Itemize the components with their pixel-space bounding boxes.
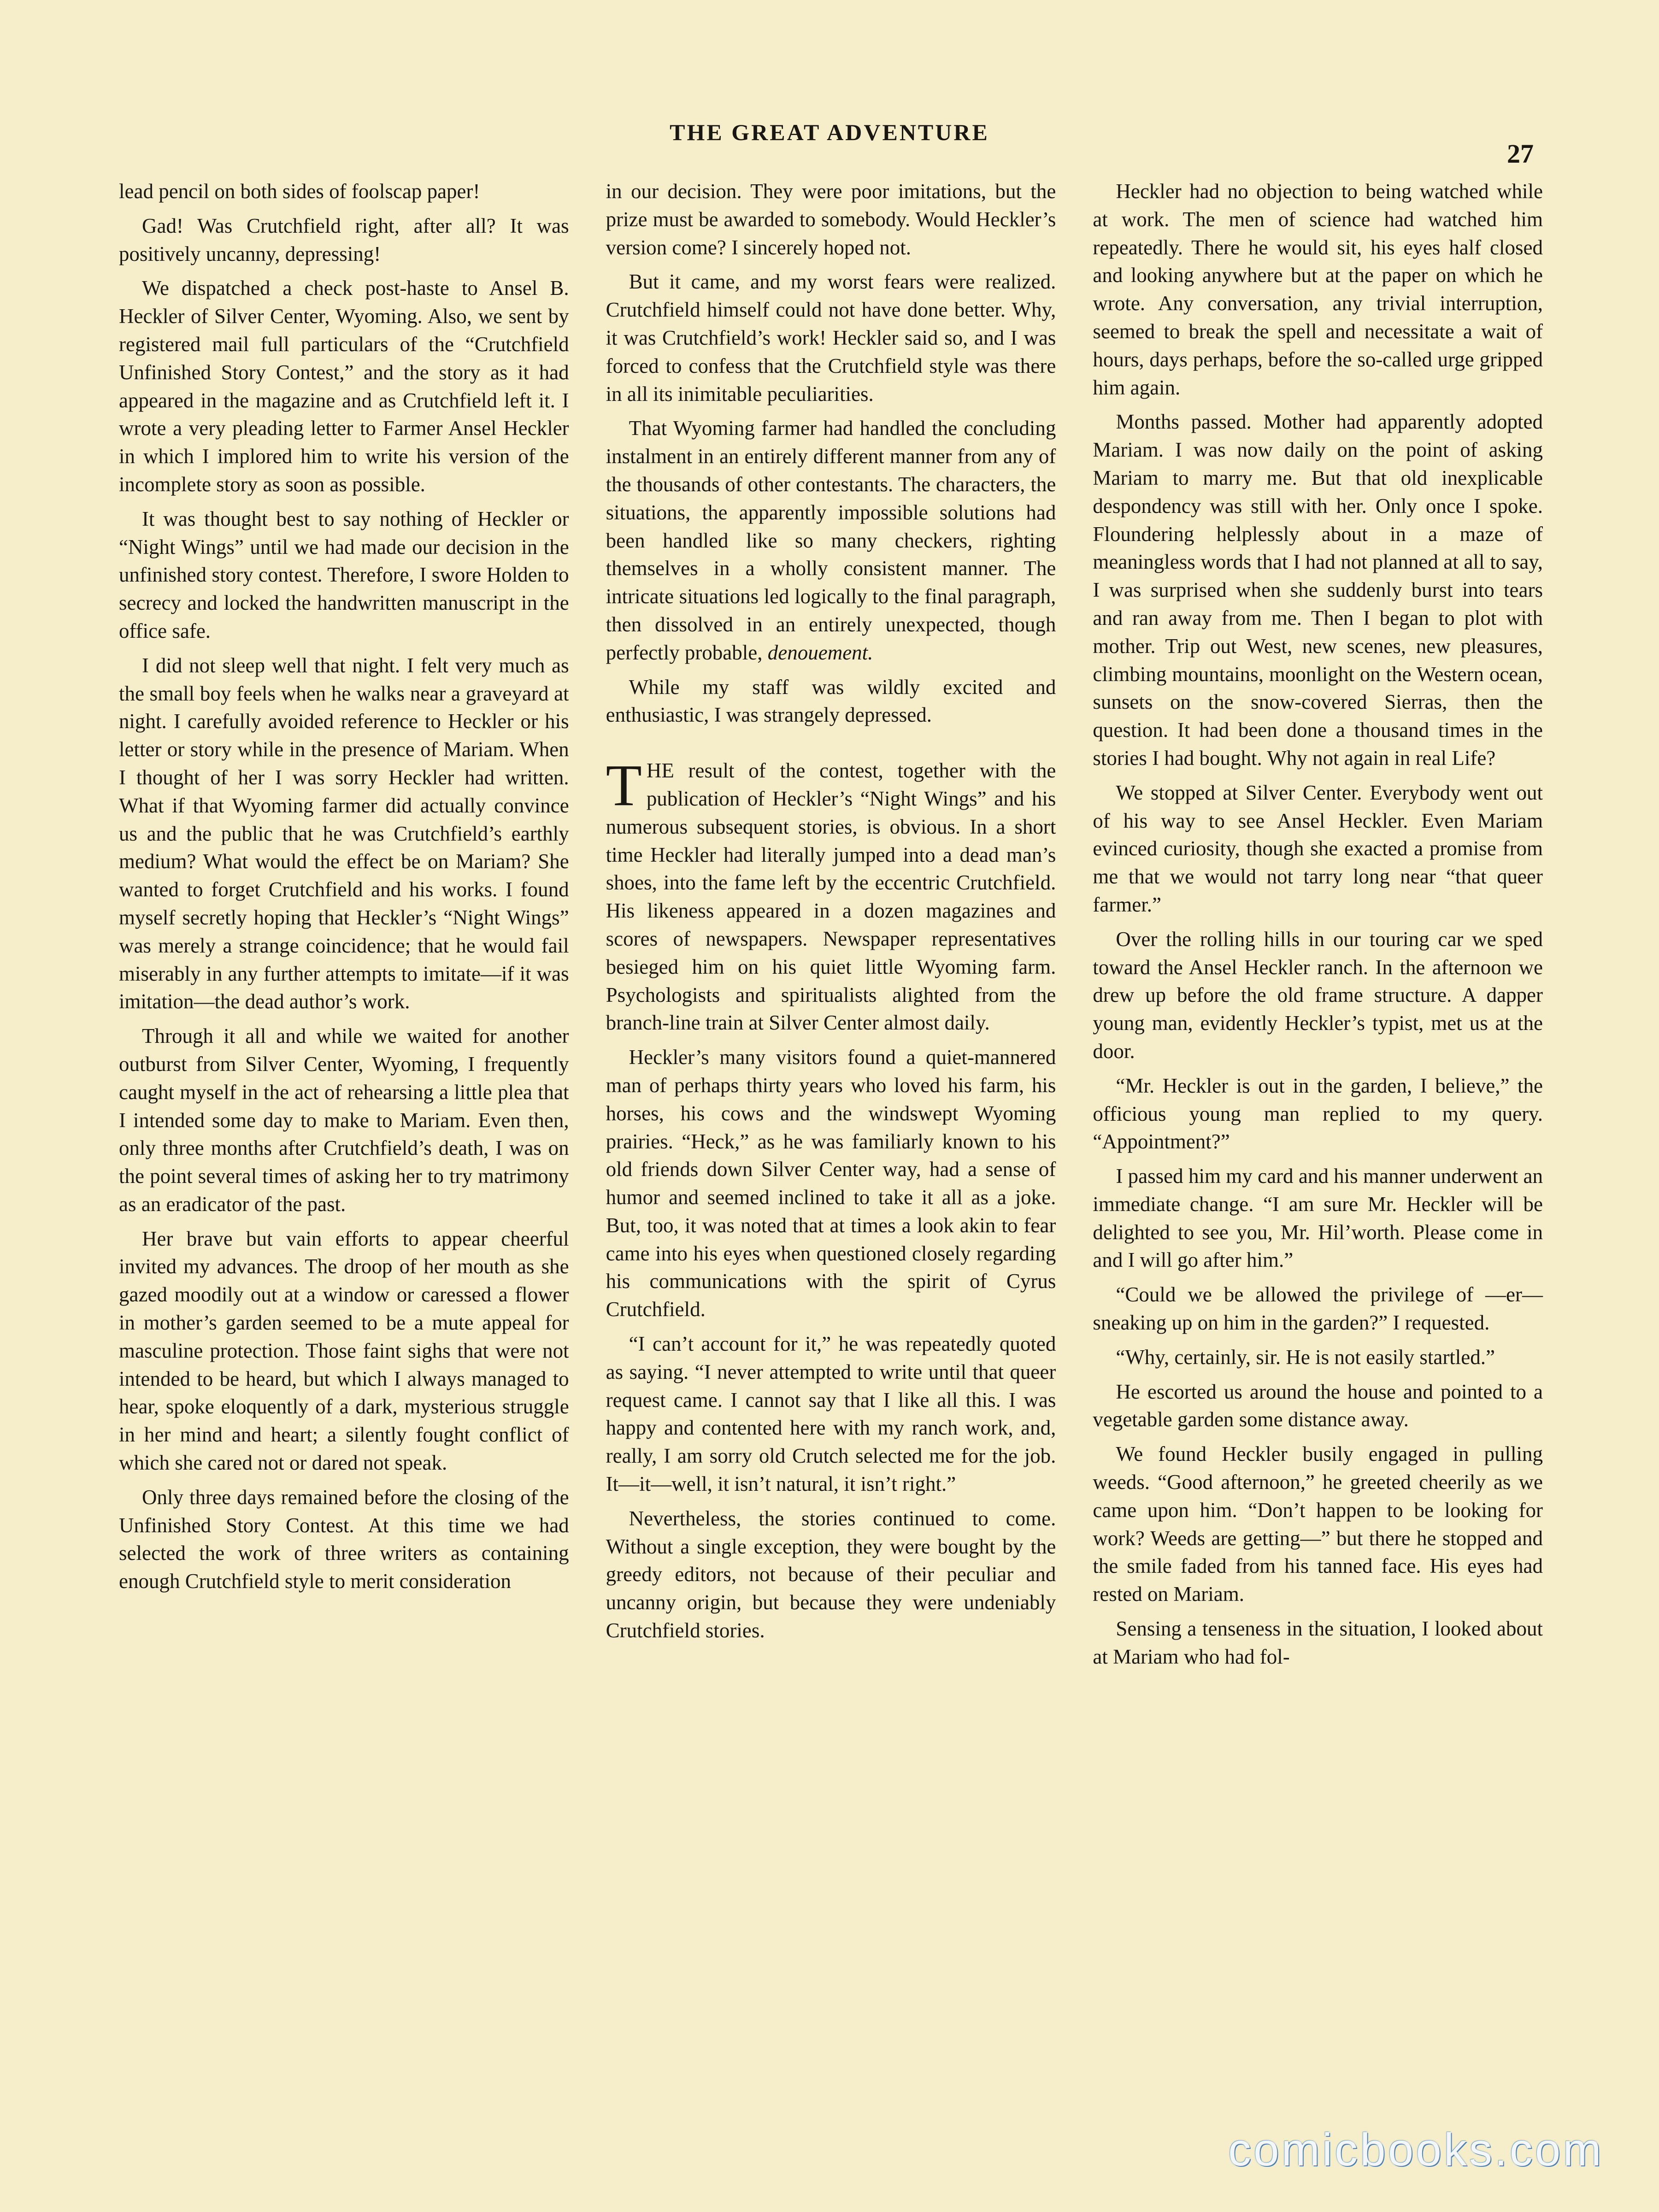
column-1 bbox=[119, 177, 569, 2081]
paragraph bbox=[1093, 1343, 1543, 1371]
paragraph bbox=[1093, 177, 1543, 401]
paragraph-text: We dispatched a check post-haste to Ansel B. Heckler of Silver Center, Wyoming. Also, we sent by registered mail full particulars of the “Crutchfield Unfinished Story Contest,” and the story as it had appeared in the magazine and as Crutchfield left it. I wrote a very pleading letter to Farmer Ansel Heckler in which I implored him to write his version of the incomplete story as soon as possible. bbox=[119, 276, 569, 496]
paragraph bbox=[606, 414, 1056, 666]
paragraph-text: “I can’t account for it,” he was repeatedly quoted as saying. “I never attempted to write until that queer request came. I cannot say that I like all this. I was happy and contented here with my ranch work, and, really, I am sorry old Crutch selected me for the job. It—it—well, it isn’t natural, it isn’t right.” bbox=[606, 1332, 1056, 1496]
paragraph bbox=[119, 1483, 569, 1595]
paragraph bbox=[606, 1043, 1056, 1324]
paragraph-text: “Why, certainly, sir. He is not easily startled.” bbox=[1116, 1345, 1495, 1369]
paragraph-text: Through it all and while we waited for another outburst from Silver Center, Wyoming, I frequently caught myself in the act of rehearsing a little plea that I intended some day to make to Mariam. Even then, only three months after Crutchfield’s death, I was on the point several times of asking her to try matrimony as an eradicator of the past. bbox=[119, 1024, 569, 1216]
paragraph bbox=[606, 177, 1056, 261]
paragraph bbox=[1093, 779, 1543, 919]
paragraph-text: Nevertheless, the stories continued to come. Without a single exception, they were bought by the greedy editors, not because of their peculiar and uncanny origin, but because they were undeniably Crutchfield stories. bbox=[606, 1506, 1056, 1642]
column-2 bbox=[606, 177, 1056, 2081]
site-watermark: comicbooks.com bbox=[1228, 2124, 1604, 2176]
paragraph-text: We found Heckler busily engaged in pulling weeds. “Good afternoon,” he greeted cheerily as we came upon him. “Don’t happen to be looking for work? Weeds are getting—” but there he stopped and the smile faded from his tanned face. His eyes had rested on Mariam. bbox=[1093, 1442, 1543, 1606]
running-title: THE GREAT ADVENTURE bbox=[670, 119, 989, 145]
paragraph-text: We stopped at Silver Center. Everybody went out of his way to see Ansel Heckler. Even Mariam evinced curiosity, though she exacted a promise from me that we would not tarry long near “that queer farmer.” bbox=[1093, 781, 1543, 916]
paragraph bbox=[119, 177, 569, 206]
paragraph bbox=[119, 505, 569, 645]
paragraph-text: While my staff was wildly excited and enthusiastic, I was strangely depressed. bbox=[606, 675, 1056, 727]
paragraph bbox=[119, 212, 569, 268]
paragraph-text: I did not sleep well that night. I felt very much as the small boy feels when he walks near a graveyard at night. I carefully avoided reference to Heckler or his letter or story while in the presence of Mariam. When I thought of her I was sorry Heckler had written. What if that Wyoming farmer did actually convince us and the public that he was Crutchfield’s earthly medium? What would the effect be on Mariam? She wanted to forget Crutchfield and his works. I found myself secretly hoping that Heckler’s “Night Wings” was merely a strange coincidence; that he would fail miserably in any further attempts to imitate—if it was imitation—the dead author’s work. bbox=[119, 653, 569, 1013]
paragraph bbox=[606, 1330, 1056, 1498]
paragraph bbox=[606, 673, 1056, 729]
paragraph bbox=[1093, 1072, 1543, 1156]
paragraph-text: Gad! Was Crutchfield right, after all? It was positively uncanny, depressing! bbox=[119, 214, 569, 265]
paragraph-text: Her brave but vain efforts to appear cheerful invited my advances. The droop of her mouth as she gazed moodily out at a window or caressed a flower in mother’s garden seemed to be a mute appeal for masculine protection. Those faint sighs that were not intended to be heard, but which I always managed to hear, spoke eloquently of a dark, mysterious struggle in her mind and heart; a silently fought conflict of which she cared not or dared not speak. bbox=[119, 1227, 569, 1475]
paragraph-text: Heckler had no objection to being watched while at work. The men of science had watched him repeatedly. There he would sit, his eyes half closed and looking anywhere but at the paper on which he wrote. Any conversation, any trivial interruption, seemed to break the spell and necessitate a wait of hours, days perhaps, before the so-called urge gripped him again. bbox=[1093, 180, 1543, 399]
paragraph-text: Over the rolling hills in our touring car we sped toward the Ansel Heckler ranch. In the afternoon we drew up before the old frame structure. A dapper young man, evidently Heckler’s typist, met us at the door. bbox=[1093, 927, 1543, 1063]
paragraph bbox=[1093, 925, 1543, 1065]
paragraph-text: It was thought best to say nothing of Heckler or “Night Wings” until we had made our decision in the unfinished story contest. Therefore, I swore Holden to secrecy and locked the handwritten manuscript in the office safe. bbox=[119, 507, 569, 642]
paragraph-text: in our decision. They were poor imitations, but the prize must be awarded to somebody. Would Heckler’s version come? I sincerely hoped not. bbox=[606, 180, 1056, 259]
paragraph bbox=[119, 274, 569, 498]
paragraph-text: But it came, and my worst fears were realized. Crutchfield himself could not have done better. Why, it was Crutchfield’s work! Heckler said so, and I was forced to confess that the Crutchfield style was there in all its inimitable peculiarities. bbox=[606, 270, 1056, 406]
paragraph-text: Sensing a tenseness in the situation, I looked about at Mariam who had fol- bbox=[1093, 1617, 1543, 1668]
paragraph-text: Months passed. Mother had apparently adopted Mariam. I was now daily on the point of asking Mariam to marry me. But that old inexplicable despondency was still with her. Only once I spoke. Floundering helplessly about in a maze of meaningless words that I had not planned at all to say, I was surprised when she suddenly burst into tears and ran away from me. Then I began to plot with mother. Trip out West, new scenes, new pleasures, climbing mountains, moonlight on the Western ocean, sunsets on the snow-covered Sierras, then the question. It had been done a thousand times in the stories I had bought. Why not again in real Life? bbox=[1093, 410, 1543, 770]
paragraph bbox=[1093, 1440, 1543, 1608]
paragraph-text: “Could we be allowed the privilege of —er—sneaking up on him in the garden?” I requested. bbox=[1093, 1283, 1543, 1335]
paragraph bbox=[1093, 1378, 1543, 1434]
paragraph bbox=[606, 268, 1056, 408]
column-3 bbox=[1093, 177, 1543, 2081]
paragraph bbox=[1093, 408, 1543, 772]
paragraph-text: Heckler’s many visitors found a quiet-mannered man of perhaps thirty years who loved his farm, his horses, his cows and the windswept Wyoming prairies. “Heck,” as he was familiarly known to his old friends down Silver Center way, had a sense of humor and seemed inclined to take it all as a joke. But, too, it was noted that at times a look akin to fear came into his eyes when questioned closely regarding his communications with the spirit of Cyrus Crutchfield. bbox=[606, 1046, 1056, 1321]
text-columns bbox=[119, 177, 1543, 2081]
paragraph-text: lead pencil on both sides of foolscap paper! bbox=[119, 180, 480, 203]
paragraph-text: He escorted us around the house and pointed to a vegetable garden some distance away. bbox=[1093, 1380, 1543, 1431]
paragraph bbox=[1093, 1281, 1543, 1337]
paragraph bbox=[1093, 1162, 1543, 1274]
paragraph-text: That Wyoming farmer had handled the concluding instalment in an entirely different manner from any of the thousands of other contestants. The characters, the situations, the apparently impossible solutions had been handled like so many checkers, righting themselves in a wholly consistent manner. The intricate situations led logically to the final paragraph, then dissolved in an entirely unexpected, though perfectly probable, bbox=[606, 417, 1056, 664]
paragraph-text: I passed him my card and his manner underwent an immediate change. “I am sure Mr. Heckler will be delighted to see you, Mr. Hil’worth. Please come in and I will go after him.” bbox=[1093, 1165, 1543, 1272]
paragraph-text: “Mr. Heckler is out in the garden, I believe,” the officious young man replied to my query. “Appointment?” bbox=[1093, 1074, 1543, 1153]
drop-cap: T bbox=[606, 753, 642, 818]
paragraph-text: Only three days remained before the closing of the Unfinished Story Contest. At this time we had selected the work of three writers as containing enough Crutchfield style to merit consideration bbox=[119, 1485, 569, 1593]
paragraph bbox=[119, 1225, 569, 1477]
page-number: 27 bbox=[1507, 139, 1534, 169]
paragraph bbox=[119, 1022, 569, 1218]
paragraph bbox=[606, 753, 1056, 1037]
paragraph bbox=[119, 652, 569, 1016]
italic-term: denouement. bbox=[767, 641, 873, 664]
paragraph-text: HE result of the contest, together with the publication of Heckler’s “Night Wings” and his numerous subsequent stories, is obvious. In a short time Heckler had literally jumped into a dead man’s shoes, into the fame left by the eccentric Crutchfield. His likeness appeared in a dozen magazines and scores of newspapers. Newspaper representatives besieged him on his quiet little Wyoming farm. Psychologists and spiritualists alighted from the branch-line train at Silver Center almost daily. bbox=[606, 759, 1056, 1035]
paragraph bbox=[1093, 1615, 1543, 1671]
paragraph bbox=[606, 1505, 1056, 1645]
